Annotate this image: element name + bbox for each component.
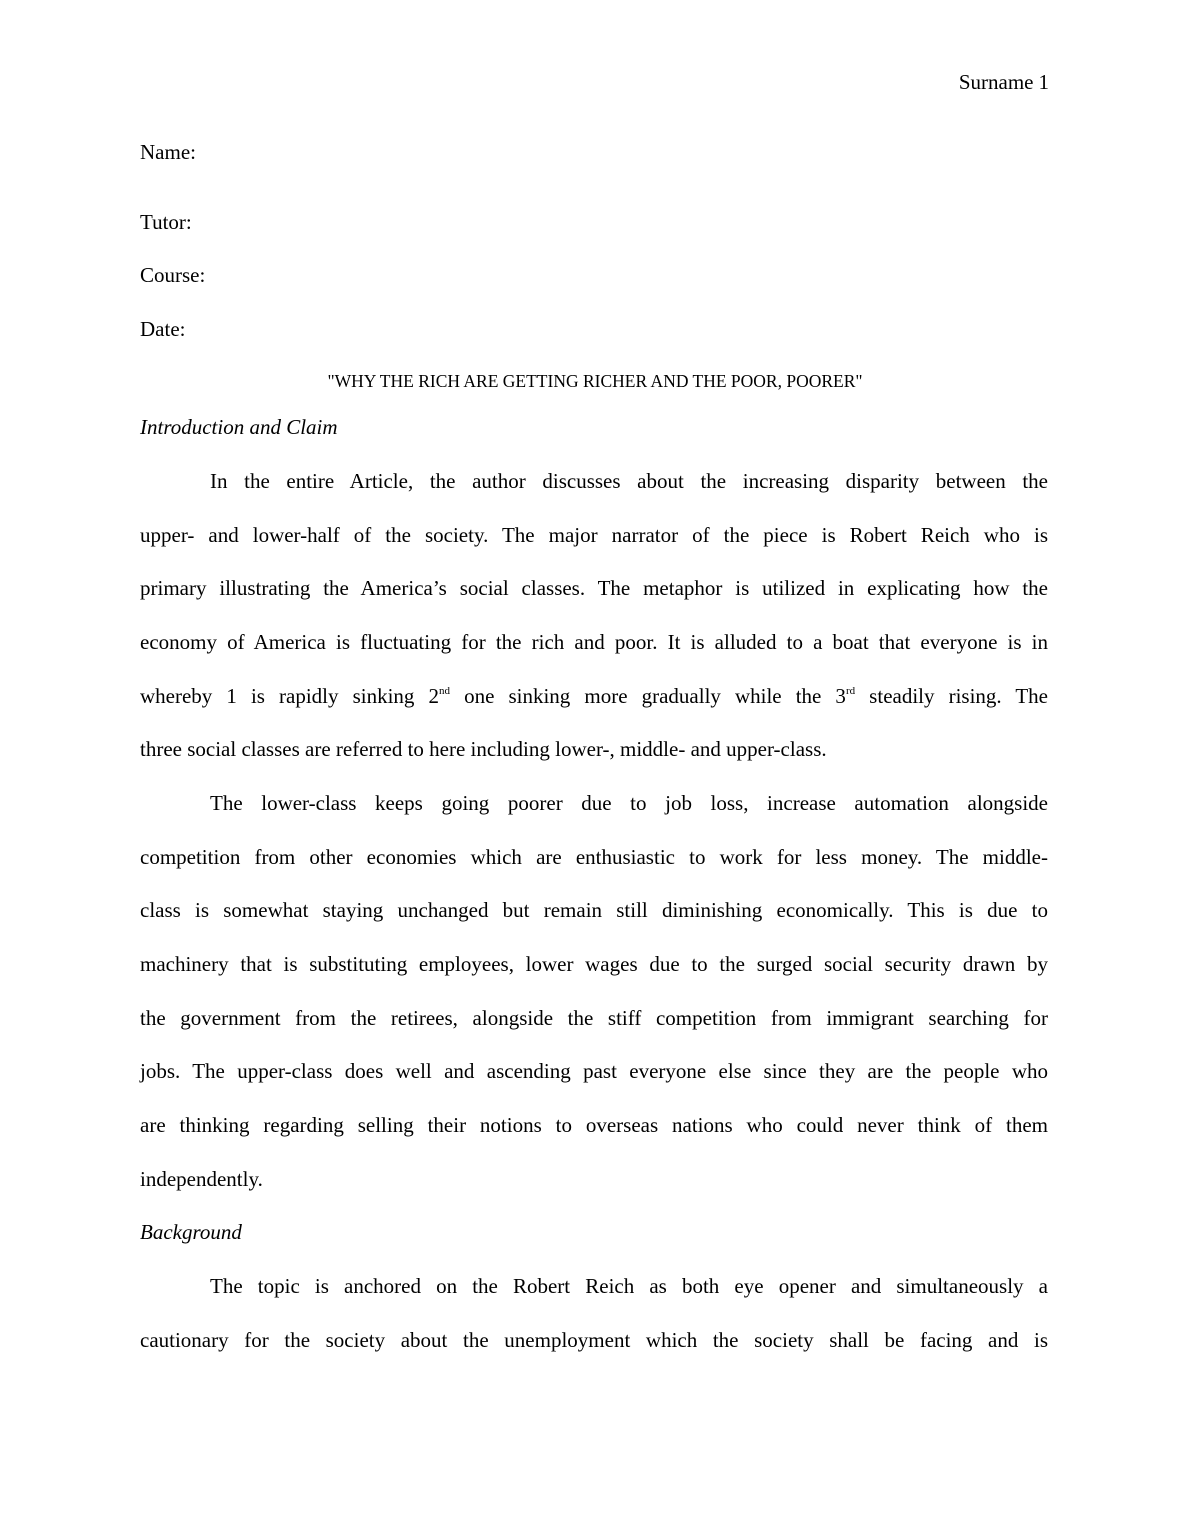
page-header bbox=[959, 70, 1049, 95]
para2-line1: The lower-class keeps going poorer due to job loss, increase automation alongside bbox=[210, 791, 1048, 815]
course-field: Course: bbox=[140, 263, 206, 287]
para3-line1: The topic is anchored on the Robert Reich as both eye opener and simultaneously a bbox=[210, 1274, 1048, 1298]
tutor-field: Tutor: bbox=[140, 210, 192, 234]
para1-line5-a: whereby 1 is rapidly sinking 2 bbox=[140, 684, 439, 708]
para2-line8: independently. bbox=[140, 1167, 263, 1191]
para2-line6: jobs. The upper-class does well and ascending past everyone else since they are the people who bbox=[140, 1059, 1048, 1083]
background-heading: Background bbox=[140, 1220, 242, 1244]
para1-line6: three social classes are referred to here including lower-, middle- and upper-class. bbox=[140, 737, 827, 761]
para1-line5-b: one sinking more gradually while the 3 bbox=[450, 684, 846, 708]
para1-line3: primary illustrating the America’s social classes. The metaphor is utilized in explicating how the bbox=[140, 576, 1048, 600]
para2-line2: competition from other economies which are enthusiastic to work for less money. The middle- bbox=[140, 845, 1048, 869]
name-field: Name: bbox=[140, 140, 196, 164]
para2-line4: machinery that is substituting employees, lower wages due to the surged social security drawn by bbox=[140, 952, 1048, 976]
para2-line7: are thinking regarding selling their notions to overseas nations who could never think of them bbox=[140, 1113, 1048, 1137]
header-surname: Surname bbox=[958, 70, 1034, 94]
para3-line2: cautionary for the society about the unemployment which the society shall be facing and is bbox=[140, 1328, 1048, 1352]
para1-line5 bbox=[140, 684, 1048, 709]
para2-line3: class is somewhat staying unchanged but remain still diminishing economically. This is due to bbox=[140, 898, 1048, 922]
para1-line1: In the entire Article, the author discusses about the increasing disparity between the bbox=[210, 469, 1048, 493]
para1-line4: economy of America is fluctuating for the rich and poor. It is alluded to a boat that everyone is in bbox=[140, 630, 1048, 654]
date-field: Date: bbox=[140, 317, 186, 341]
para1-line2: upper- and lower-half of the society. The major narrator of the piece is Robert Reich who is bbox=[140, 523, 1048, 547]
ordinal-nd: nd bbox=[439, 685, 450, 697]
para2-line5: the government from the retirees, alongside the stiff competition from immigrant searching for bbox=[140, 1006, 1048, 1030]
intro-heading: Introduction and Claim bbox=[140, 415, 338, 439]
essay-title: "WHY THE RICH ARE GETTING RICHER AND THE POOR, POORER" bbox=[327, 371, 863, 391]
ordinal-rd: rd bbox=[845, 685, 856, 697]
page-number: 1 bbox=[1038, 70, 1049, 94]
para1-line5-c: steadily rising. The bbox=[855, 684, 1048, 708]
